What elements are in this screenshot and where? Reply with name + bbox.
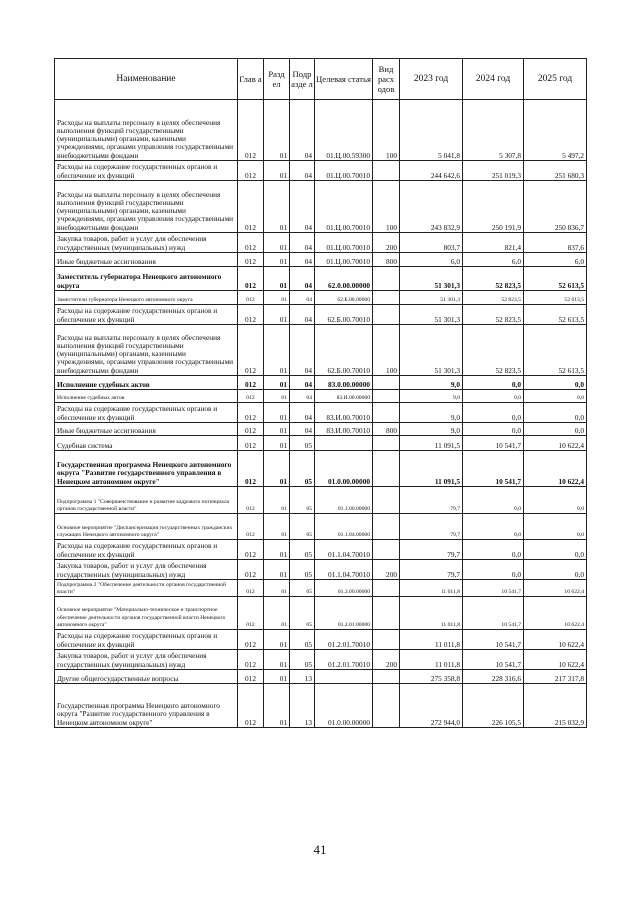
table-row [55, 597, 587, 630]
cell-razdel: 01 [264, 291, 290, 305]
cell-podrazdel: 04 [290, 325, 315, 376]
header-vid: Вид расх одов [373, 59, 400, 100]
cell-y2023: 803,7 [400, 233, 463, 253]
cell-glava: 012 [238, 560, 264, 580]
cell-statya [315, 436, 373, 451]
cell-podrazdel: 04 [290, 161, 315, 181]
cell-statya: 83.И.00.70010 [315, 403, 373, 423]
cell-podrazdel: 05 [290, 560, 315, 580]
cell-glava: 012 [238, 376, 264, 390]
cell-podrazdel: 05 [290, 487, 315, 514]
cell-razdel: 01 [264, 376, 290, 390]
header-2024: 2024 год [463, 59, 524, 100]
cell-name: Расходы на содержание государственных органов и обеспечение их функций [55, 305, 238, 325]
cell-y2025: 251 680,3 [524, 161, 587, 181]
cell-podrazdel: 04 [290, 181, 315, 233]
table-row [55, 253, 587, 267]
cell-podrazdel: 04 [290, 305, 315, 325]
cell-razdel: 01 [264, 487, 290, 514]
cell-name: Расходы на выплаты персоналу в целях обеспечения выполнения функций государственными (муниципальными) органами, казенными учреждениями, органами управления государственными внебюджетными фондами [55, 100, 238, 161]
cell-razdel: 01 [264, 451, 290, 487]
cell-glava: 012 [238, 514, 264, 540]
cell-y2023: 244 642,6 [400, 161, 463, 181]
cell-statya: 62.0.00.00000 [315, 267, 373, 291]
cell-y2023: 11 011,8 [400, 597, 463, 630]
cell-y2025: 0,0 [524, 560, 587, 580]
cell-y2024: 0,0 [463, 403, 524, 423]
budget-table [54, 58, 587, 728]
cell-podrazdel: 04 [290, 100, 315, 161]
table-row [55, 233, 587, 253]
cell-y2024: 250 191,9 [463, 181, 524, 233]
cell-name: Расходы на выплаты персоналу в целях обеспечения выполнения функций государственными (муниципальными) органами, казенными учреждениями, органами управления государственными внебюджетными фондами [55, 181, 238, 233]
cell-razdel: 01 [264, 514, 290, 540]
cell-statya: 01.0.00.00000 [315, 684, 373, 728]
cell-podrazdel: 05 [290, 630, 315, 650]
cell-y2024: 52 823,5 [463, 305, 524, 325]
cell-glava: 012 [238, 597, 264, 630]
cell-statya: 01.2.01.70010 [315, 630, 373, 650]
cell-y2025: 10 622,4 [524, 451, 587, 487]
cell-name: Расходы на содержание государственных органов и обеспечение их функций [55, 540, 238, 560]
cell-podrazdel: 04 [290, 253, 315, 267]
cell-glava: 012 [238, 423, 264, 436]
cell-y2024: 5 307,8 [463, 100, 524, 161]
table-row [55, 376, 587, 390]
cell-y2023: 51 301,3 [400, 267, 463, 291]
cell-statya: 01.Ц.00.70010 [315, 253, 373, 267]
cell-statya: 01.2.01.70010 [315, 650, 373, 670]
cell-vid [373, 684, 400, 728]
cell-y2023: 11 011,8 [400, 650, 463, 670]
cell-vid [373, 390, 400, 403]
cell-y2024: 10 541,7 [463, 451, 524, 487]
cell-glava: 012 [238, 325, 264, 376]
cell-podrazdel: 05 [290, 597, 315, 630]
cell-vid: 800 [373, 423, 400, 436]
cell-vid [373, 597, 400, 630]
cell-y2024: 52 823,5 [463, 291, 524, 305]
cell-glava: 012 [238, 267, 264, 291]
cell-y2025: 217 317,8 [524, 670, 587, 684]
cell-y2023: 79,7 [400, 560, 463, 580]
cell-y2024: 0,0 [463, 390, 524, 403]
cell-y2024: 0,0 [463, 514, 524, 540]
cell-y2024: 52 823,5 [463, 325, 524, 376]
cell-vid [373, 670, 400, 684]
table-row [55, 403, 587, 423]
cell-podrazdel: 04 [290, 233, 315, 253]
cell-y2024: 251 019,3 [463, 161, 524, 181]
table-row [55, 100, 587, 161]
cell-glava: 012 [238, 291, 264, 305]
cell-razdel: 01 [264, 684, 290, 728]
cell-name: Иные бюджетные ассигнования [55, 423, 238, 436]
cell-y2023: 51 301,3 [400, 325, 463, 376]
cell-statya: 62.Б.00.70010 [315, 305, 373, 325]
cell-razdel: 01 [264, 597, 290, 630]
cell-y2025: 10 622,4 [524, 630, 587, 650]
cell-podrazdel: 05 [290, 650, 315, 670]
cell-glava: 012 [238, 253, 264, 267]
cell-glava: 012 [238, 436, 264, 451]
cell-name: Заместители губернатора Ненецкого автономного округа [55, 291, 238, 305]
table-row [55, 267, 587, 291]
cell-statya: 01.Ц.00.70010 [315, 161, 373, 181]
cell-y2025: 52 613,5 [524, 325, 587, 376]
cell-razdel: 01 [264, 423, 290, 436]
cell-name: Исполнение судебных актов [55, 376, 238, 390]
cell-y2023: 6,0 [400, 253, 463, 267]
page-number: 41 [313, 842, 327, 857]
table-row [55, 560, 587, 580]
cell-name: Государственная программа Ненецкого автономного округа "Развитие государственного управления в Ненецком автономном округе" [55, 451, 238, 487]
cell-vid: 200 [373, 233, 400, 253]
cell-razdel: 01 [264, 161, 290, 181]
cell-razdel: 01 [264, 403, 290, 423]
cell-vid [373, 436, 400, 451]
cell-statya: 62.Б.00.00000 [315, 291, 373, 305]
cell-name: Закупка товаров, работ и услуг для обеспечения государственных (муниципальных) нужд [55, 233, 238, 253]
header-2023: 2023 год [400, 59, 463, 100]
table-row [55, 580, 587, 597]
cell-y2023: 11 011,8 [400, 630, 463, 650]
cell-y2025: 0,0 [524, 390, 587, 403]
table-row [55, 684, 587, 728]
table-header-row [55, 59, 587, 100]
cell-statya: 01.1.04.00000 [315, 514, 373, 540]
cell-podrazdel: 04 [290, 403, 315, 423]
cell-y2024: 0,0 [463, 376, 524, 390]
cell-podrazdel: 13 [290, 670, 315, 684]
table-row [55, 305, 587, 325]
cell-statya: 01.2.01.00000 [315, 597, 373, 630]
table-row [55, 540, 587, 560]
cell-name: Основное мероприятие "Диспансеризация государственных гражданских служащих Ненецкого автономного округа" [55, 514, 238, 540]
cell-vid [373, 580, 400, 597]
cell-y2025: 10 622,4 [524, 650, 587, 670]
cell-y2024: 10 541,7 [463, 630, 524, 650]
cell-name: Другие общегосударственные вопросы [55, 670, 238, 684]
cell-name: Расходы на содержание государственных органов и обеспечение их функций [55, 630, 238, 650]
header-razdel: Разд ел [264, 59, 290, 100]
cell-y2025: 0,0 [524, 403, 587, 423]
cell-glava: 012 [238, 580, 264, 597]
cell-y2023: 11 011,8 [400, 580, 463, 597]
cell-y2025: 10 622,4 [524, 580, 587, 597]
cell-statya: 01.0.00.00000 [315, 451, 373, 487]
cell-vid [373, 487, 400, 514]
cell-y2025: 5 497,2 [524, 100, 587, 161]
cell-name: Судебная система [55, 436, 238, 451]
cell-razdel: 01 [264, 560, 290, 580]
cell-y2025: 837,6 [524, 233, 587, 253]
cell-y2023: 11 091,5 [400, 451, 463, 487]
cell-razdel: 01 [264, 253, 290, 267]
cell-y2023: 79,7 [400, 540, 463, 560]
cell-podrazdel: 13 [290, 684, 315, 728]
cell-glava: 012 [238, 233, 264, 253]
cell-podrazdel: 05 [290, 580, 315, 597]
cell-y2025: 215 032,9 [524, 684, 587, 728]
cell-glava: 012 [238, 630, 264, 650]
cell-vid [373, 630, 400, 650]
cell-y2024: 52 823,5 [463, 267, 524, 291]
cell-glava: 012 [238, 684, 264, 728]
header-name: Наименование [55, 59, 238, 100]
cell-razdel: 01 [264, 325, 290, 376]
cell-y2023: 11 091,5 [400, 436, 463, 451]
cell-y2025: 10 622,4 [524, 436, 587, 451]
cell-y2025: 52 613,5 [524, 305, 587, 325]
cell-vid [373, 376, 400, 390]
cell-y2025: 0,0 [524, 540, 587, 560]
header-glava: Глав а [238, 59, 264, 100]
table-row [55, 670, 587, 684]
cell-podrazdel: 05 [290, 436, 315, 451]
cell-razdel: 01 [264, 436, 290, 451]
cell-glava: 012 [238, 181, 264, 233]
cell-razdel: 01 [264, 267, 290, 291]
cell-vid: 200 [373, 560, 400, 580]
table-row [55, 630, 587, 650]
cell-y2025: 6,0 [524, 253, 587, 267]
cell-glava: 012 [238, 305, 264, 325]
cell-name: Основное мероприятие "Материально-техническое и транспортное обеспечение деятельности органов государственной власти Ненецкого автономного округа" [55, 597, 238, 630]
cell-statya: 01.Ц.00.70010 [315, 233, 373, 253]
cell-y2024: 0,0 [463, 560, 524, 580]
cell-y2025: 52 613,5 [524, 291, 587, 305]
cell-razdel: 01 [264, 540, 290, 560]
cell-vid [373, 403, 400, 423]
cell-statya: 01.1.04.70010 [315, 560, 373, 580]
cell-podrazdel: 04 [290, 267, 315, 291]
cell-razdel: 01 [264, 390, 290, 403]
cell-vid [373, 291, 400, 305]
table-row [55, 390, 587, 403]
cell-statya: 83.0.00.00000 [315, 376, 373, 390]
cell-glava: 012 [238, 451, 264, 487]
cell-statya: 01.2.00.00000 [315, 580, 373, 597]
cell-y2025: 0,0 [524, 423, 587, 436]
header-2025: 2025 год [524, 59, 587, 100]
cell-razdel: 01 [264, 580, 290, 597]
cell-podrazdel: 04 [290, 390, 315, 403]
cell-y2024: 0,0 [463, 540, 524, 560]
cell-y2023: 9,0 [400, 390, 463, 403]
cell-glava: 012 [238, 403, 264, 423]
cell-y2023: 243 832,9 [400, 181, 463, 233]
cell-razdel: 01 [264, 100, 290, 161]
cell-vid [373, 267, 400, 291]
cell-statya: 01.1.04.70010 [315, 540, 373, 560]
cell-y2023: 9,0 [400, 423, 463, 436]
cell-statya: 83.И.00.70010 [315, 423, 373, 436]
cell-y2024: 0,0 [463, 487, 524, 514]
cell-y2023: 51 301,3 [400, 291, 463, 305]
cell-statya: 01.Ц.00.70010 [315, 181, 373, 233]
cell-podrazdel: 04 [290, 291, 315, 305]
cell-vid: 100 [373, 100, 400, 161]
cell-statya: 62.Б.00.70010 [315, 325, 373, 376]
cell-y2025: 250 836,7 [524, 181, 587, 233]
table-row [55, 161, 587, 181]
cell-podrazdel: 05 [290, 514, 315, 540]
cell-statya: 83.И.00.00000 [315, 390, 373, 403]
cell-vid [373, 514, 400, 540]
cell-y2024: 10 541,7 [463, 597, 524, 630]
cell-y2024: 821,4 [463, 233, 524, 253]
cell-podrazdel: 04 [290, 423, 315, 436]
cell-vid: 100 [373, 181, 400, 233]
table-row [55, 451, 587, 487]
cell-podrazdel: 04 [290, 376, 315, 390]
cell-razdel: 01 [264, 181, 290, 233]
cell-glava: 012 [238, 650, 264, 670]
table-row [55, 436, 587, 451]
cell-y2024: 10 541,7 [463, 580, 524, 597]
cell-razdel: 01 [264, 630, 290, 650]
cell-glava: 012 [238, 390, 264, 403]
table-row [55, 181, 587, 233]
cell-podrazdel: 05 [290, 451, 315, 487]
cell-y2023: 79,7 [400, 487, 463, 514]
cell-y2023: 79,7 [400, 514, 463, 540]
table-row [55, 291, 587, 305]
cell-glava: 012 [238, 161, 264, 181]
cell-vid: 100 [373, 325, 400, 376]
cell-name: Расходы на содержание государственных органов и обеспечение их функций [55, 161, 238, 181]
cell-y2025: 10 622,4 [524, 597, 587, 630]
cell-vid: 200 [373, 650, 400, 670]
cell-y2024: 0,0 [463, 423, 524, 436]
cell-y2025: 0,0 [524, 514, 587, 540]
cell-podrazdel: 05 [290, 540, 315, 560]
cell-razdel: 01 [264, 305, 290, 325]
cell-statya: 01.1.00.00000 [315, 487, 373, 514]
cell-vid: 800 [373, 253, 400, 267]
cell-y2023: 272 944,0 [400, 684, 463, 728]
cell-statya: 01.Ц.00.59300 [315, 100, 373, 161]
header-statya: Целевая статья [315, 59, 373, 100]
table-row [55, 423, 587, 436]
cell-name: Подпрограмма 2 "Обеспечение деятельности органов государственной власти" [55, 580, 238, 597]
cell-y2025: 0,0 [524, 487, 587, 514]
cell-razdel: 01 [264, 670, 290, 684]
cell-y2023: 9,0 [400, 376, 463, 390]
table-row [55, 514, 587, 540]
cell-statya [315, 670, 373, 684]
cell-name: Государственная программа Ненецкого автономного округа "Развитие государственного управления в Ненецком автономном округе" [55, 684, 238, 728]
cell-y2024: 228 316,6 [463, 670, 524, 684]
cell-name: Расходы на выплаты персоналу в целях обеспечения выполнения функций государственными (муниципальными) органами, казенными учреждениями, органами управления государственными внебюджетными фондами [55, 325, 238, 376]
cell-y2023: 5 041,8 [400, 100, 463, 161]
cell-razdel: 01 [264, 650, 290, 670]
cell-name: Закупка товаров, работ и услуг для обеспечения государственных (муниципальных) нужд [55, 650, 238, 670]
table-row [55, 325, 587, 376]
cell-name: Исполнение судебных актов [55, 390, 238, 403]
cell-glava: 012 [238, 540, 264, 560]
cell-name: Заместитель губернатора Ненецкого автономного округа [55, 267, 238, 291]
cell-name: Расходы на содержание государственных органов и обеспечение их функций [55, 403, 238, 423]
cell-name: Закупка товаров, работ и услуг для обеспечения государственных (муниципальных) нужд [55, 560, 238, 580]
table-row [55, 487, 587, 514]
cell-y2025: 0,0 [524, 376, 587, 390]
cell-vid [373, 161, 400, 181]
cell-glava: 012 [238, 670, 264, 684]
cell-name: Иные бюджетные ассигнования [55, 253, 238, 267]
cell-glava: 012 [238, 487, 264, 514]
cell-y2024: 10 541,7 [463, 436, 524, 451]
cell-vid [373, 540, 400, 560]
cell-vid [373, 451, 400, 487]
cell-y2024: 6,0 [463, 253, 524, 267]
cell-y2025: 52 613,5 [524, 267, 587, 291]
table-row [55, 650, 587, 670]
cell-name: Подпрограмма 1 "Совершенствование и развитие кадрового потенциала органов государственной власти" [55, 487, 238, 514]
header-podrazdel: Подр азде л [290, 59, 315, 100]
cell-glava: 012 [238, 100, 264, 161]
cell-y2024: 226 105,5 [463, 684, 524, 728]
cell-vid [373, 305, 400, 325]
cell-y2023: 275 358,8 [400, 670, 463, 684]
cell-razdel: 01 [264, 233, 290, 253]
cell-y2024: 10 541,7 [463, 650, 524, 670]
cell-y2023: 51 301,3 [400, 305, 463, 325]
cell-y2023: 9,0 [400, 403, 463, 423]
